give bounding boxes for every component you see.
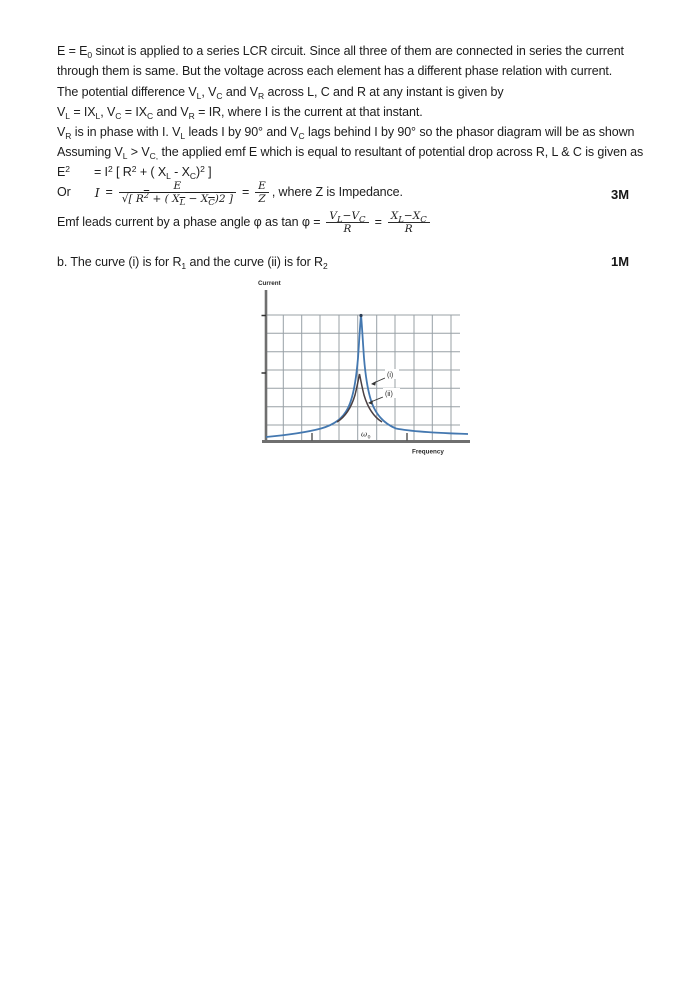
fraction-denominator: R xyxy=(343,223,352,236)
text-run: - X xyxy=(170,165,190,179)
subscript: C xyxy=(359,215,366,225)
math-variable-current: I xyxy=(94,185,100,201)
equals-sign: = xyxy=(241,185,250,200)
fraction-numerator xyxy=(326,210,368,223)
text-run: = IX xyxy=(69,105,96,119)
equals-sign: = xyxy=(374,215,382,230)
text-run: , V xyxy=(201,85,217,99)
equation-e-squared xyxy=(57,164,212,181)
subscript: C xyxy=(146,111,154,121)
subscript: C, xyxy=(149,151,159,161)
superscript: 2 xyxy=(143,191,150,202)
text-run: > V xyxy=(127,145,150,159)
curve-ii-label: (ii) xyxy=(385,391,393,398)
text-run: , V xyxy=(100,105,116,119)
superscript: 2 xyxy=(131,164,137,174)
omega-zero-subscript: 0 xyxy=(367,435,371,441)
text-run: lags behind I by 90° so the phasor diagram will be as shown xyxy=(304,125,635,139)
subscript: C xyxy=(115,111,122,121)
text-run: b. The curve (i) is for R xyxy=(57,255,182,269)
radical-sign: √ xyxy=(121,193,129,206)
fraction-numerator xyxy=(388,210,430,223)
text-run: [ R xyxy=(112,165,132,179)
subscript: C xyxy=(216,91,223,101)
text-run: = I xyxy=(93,165,108,179)
y-axis-label: Current xyxy=(258,280,281,287)
subscript: L xyxy=(122,151,128,161)
fraction-denominator: Z xyxy=(258,193,266,206)
peak-dot xyxy=(359,314,362,317)
text-run: + ( X xyxy=(136,165,167,179)
fraction-reactance xyxy=(388,210,430,235)
subscript: C xyxy=(208,198,215,209)
radicand xyxy=(128,191,233,209)
text-run: leads I by 90° and V xyxy=(185,125,299,139)
text-run: the applied emf E which is equal to resultant of potential drop across R, L & C is given as xyxy=(158,145,644,159)
subscript: L xyxy=(398,215,404,225)
subscript: L xyxy=(179,198,186,209)
text-run: Assuming V xyxy=(57,145,123,159)
subscript: 0 xyxy=(87,50,93,60)
subscript: 2 xyxy=(322,261,328,271)
text-run: V xyxy=(57,125,66,139)
fraction-numerator: E xyxy=(119,180,236,193)
subscript: L xyxy=(180,131,186,141)
text-run: , where Z is Impedance. xyxy=(271,185,403,200)
arrowhead-i xyxy=(371,381,376,385)
text-run: X xyxy=(390,210,399,222)
paragraph-line-1 xyxy=(57,43,624,60)
fraction-denominator xyxy=(119,191,236,209)
superscript: 2 xyxy=(107,164,113,174)
text-run: and V xyxy=(222,85,259,99)
text-run: The potential difference V xyxy=(57,85,197,99)
superscript: 2 xyxy=(200,164,205,174)
answer-b-line xyxy=(57,254,328,271)
paragraph-line-6 xyxy=(57,144,643,161)
subscript: L xyxy=(166,171,171,181)
fraction-denominator: R xyxy=(404,223,413,236)
text-run: across L, C and R at any instant is given by xyxy=(264,85,504,99)
omega-zero-symbol: ω xyxy=(361,429,368,439)
text-run: = IX xyxy=(121,105,147,119)
text-run: V xyxy=(57,105,66,119)
curve-i-label: (i) xyxy=(387,372,394,379)
text-run: − X xyxy=(185,193,209,206)
text-run: V xyxy=(329,210,337,222)
x-axis-label: Frequency xyxy=(412,448,444,456)
marks-badge-1m: 1M xyxy=(611,254,630,269)
text-run: ) xyxy=(196,165,201,179)
paragraph-line-3 xyxy=(57,84,504,101)
text-run: through them is same. But the voltage across each element has a different phase relation with current. xyxy=(57,64,613,78)
fraction-impedance xyxy=(119,180,236,209)
superscript: 2 xyxy=(65,164,70,174)
subscript: R xyxy=(258,91,265,101)
subscript: L xyxy=(65,111,70,121)
text-run: −V xyxy=(342,210,360,222)
subscript: C xyxy=(298,131,305,141)
subscript: R xyxy=(65,131,72,141)
paragraph-line-4 xyxy=(57,104,423,121)
text-run: and the curve (ii) is for R xyxy=(186,255,323,269)
text-run: [ R xyxy=(128,193,144,206)
subscript: L xyxy=(95,111,101,121)
subscript: L xyxy=(337,215,343,225)
text-run: E xyxy=(57,165,66,179)
text-run: ] xyxy=(204,165,212,179)
paragraph-line-5 xyxy=(57,124,634,141)
text-run: )2 ] xyxy=(214,193,233,206)
text-run: + ( X xyxy=(149,193,180,206)
subscript: 1 xyxy=(181,261,187,271)
text-run: E = E xyxy=(57,44,88,58)
subscript: L xyxy=(196,91,202,101)
text-run: = IR, where I is the current at that instant. xyxy=(194,105,423,119)
fraction-e-over-z xyxy=(255,180,269,205)
subscript: R xyxy=(188,111,195,121)
fraction-numerator: E xyxy=(255,180,269,193)
subscript: C xyxy=(189,171,196,181)
text-run: −X xyxy=(403,210,421,222)
equation-impedance xyxy=(57,180,403,209)
text-run: and V xyxy=(153,105,189,119)
equals-sign: = xyxy=(105,185,113,200)
text-run: is in phase with I. V xyxy=(71,125,181,139)
text-run: Or xyxy=(57,185,71,200)
paragraph-line-2 xyxy=(57,63,612,80)
equation-phase-angle xyxy=(57,210,430,235)
text-run: Emf leads current by a phase angle φ as tan φ = xyxy=(57,215,321,230)
resonance-curve-graph xyxy=(248,276,478,466)
marks-badge-3m: 3M xyxy=(611,187,630,202)
fraction-voltage xyxy=(326,210,368,235)
text-run: sinωt is applied to a series LCR circuit. Since all three of them are connected in series the current xyxy=(92,44,624,58)
subscript: C xyxy=(420,215,427,225)
